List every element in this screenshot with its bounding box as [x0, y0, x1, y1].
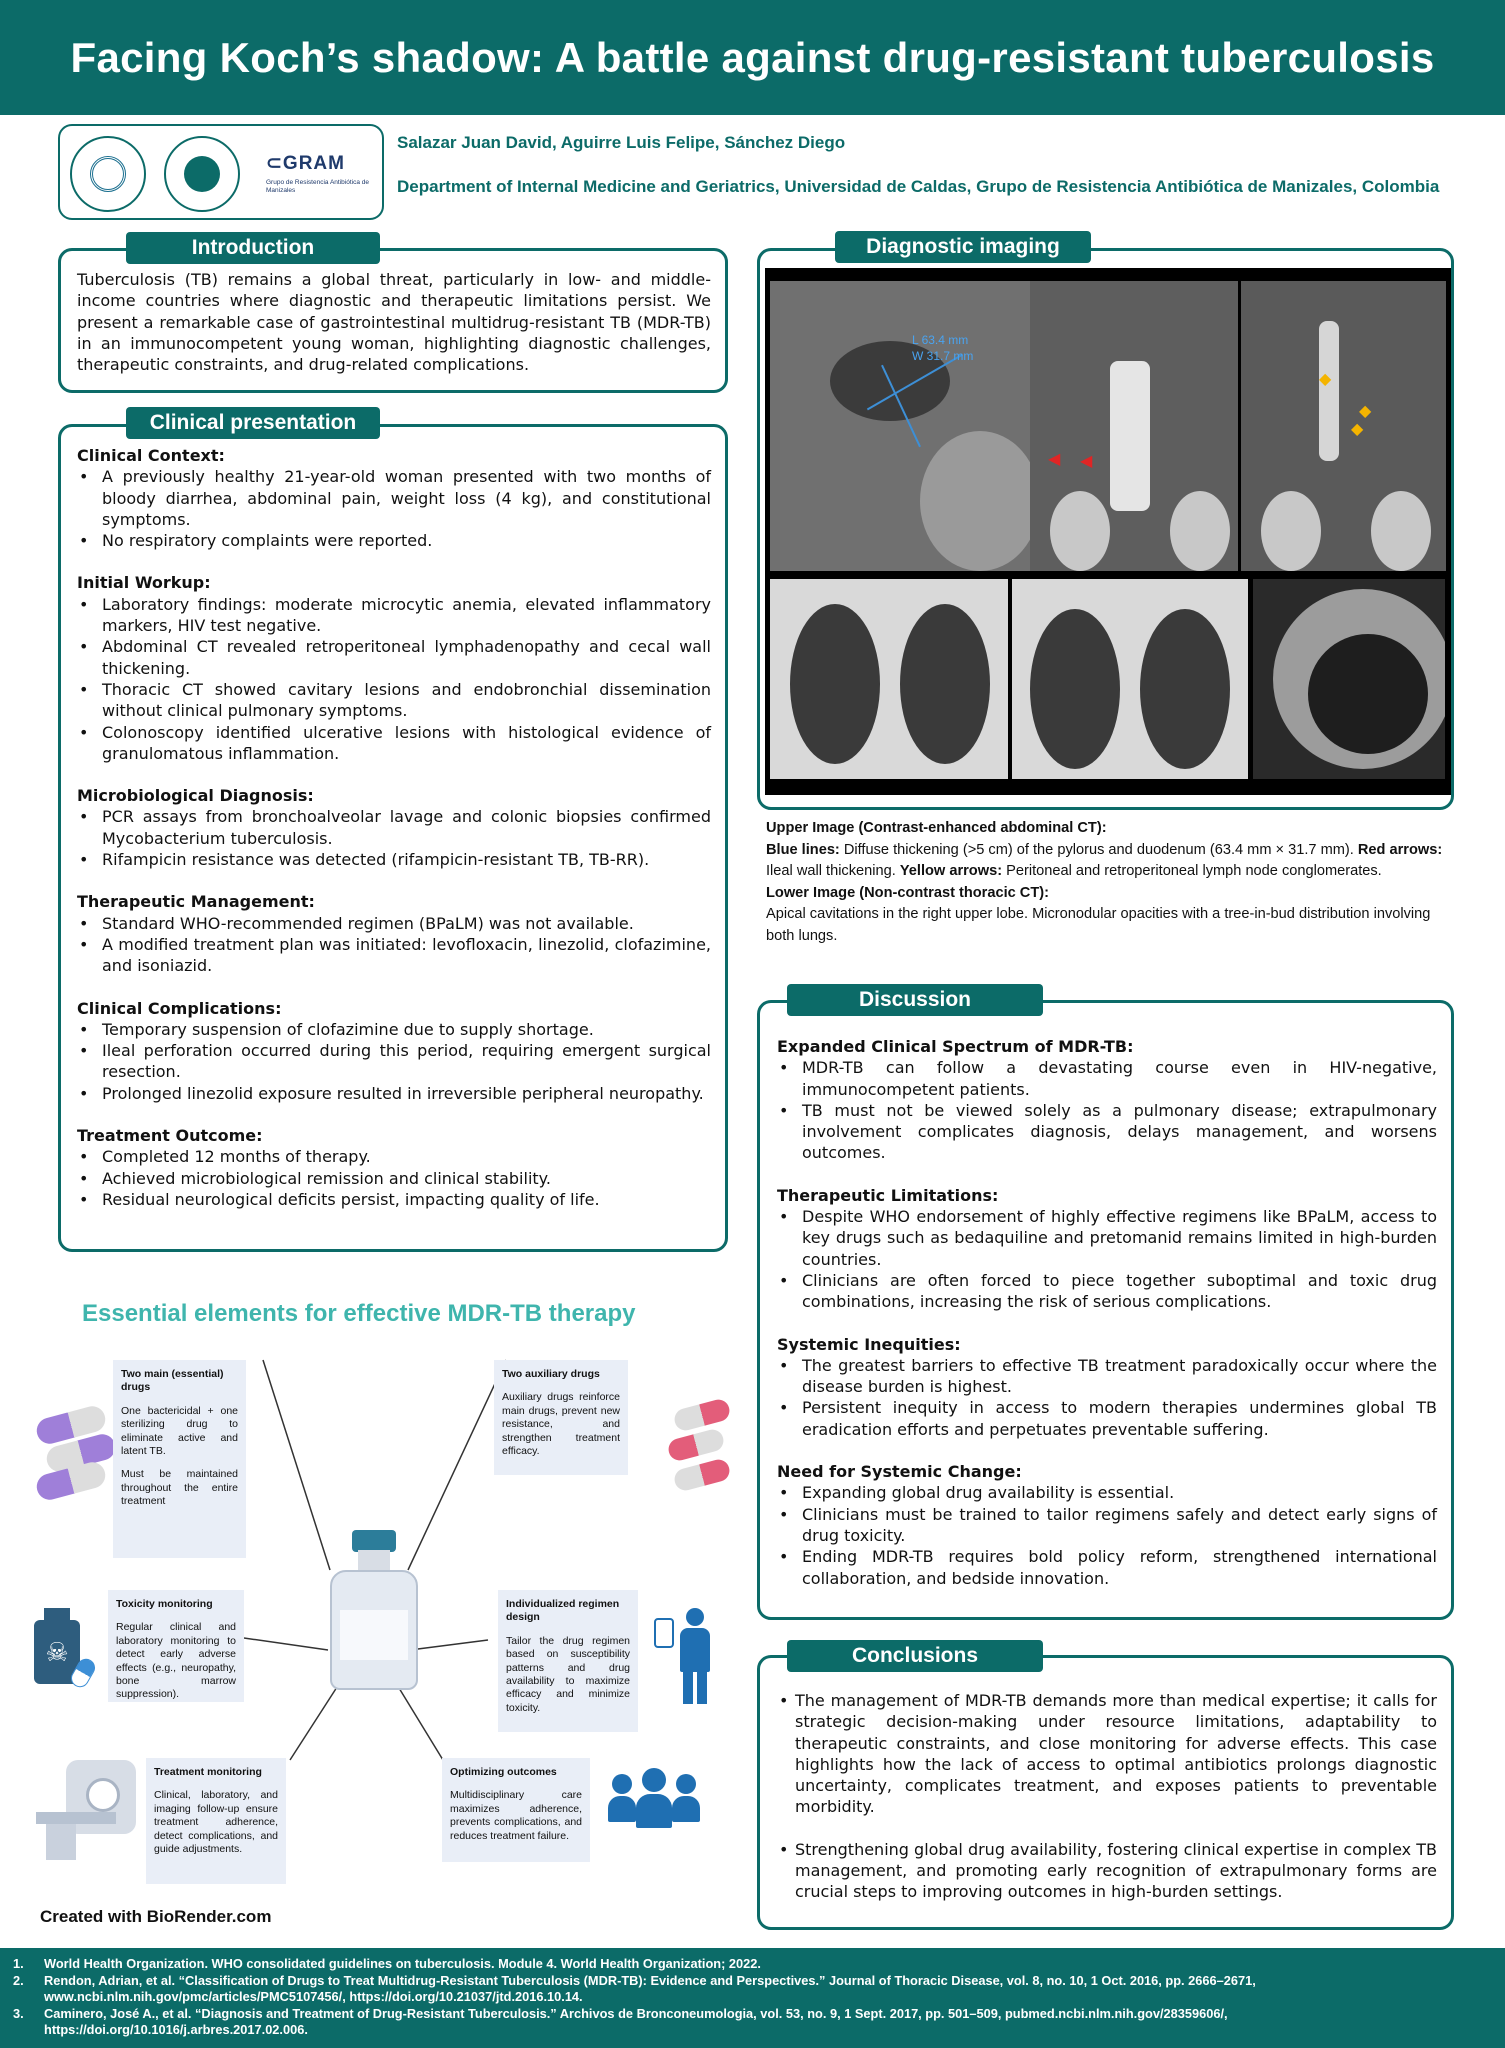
- discussion-section-title: Systemic Inequities:: [777, 1334, 961, 1354]
- measure-length-label: L 63.4 mm: [912, 333, 969, 347]
- caption-yellow-label: Yellow arrows:: [899, 863, 1003, 879]
- discussion-bullet-list: [777, 1355, 1437, 1440]
- clinical-presentation-heading: Clinical presentation: [126, 407, 380, 439]
- discussion-content: [777, 1036, 1437, 1589]
- list-item: • Temporary suspension of clofazimine due to supply shortage.: [77, 1019, 711, 1040]
- list-item: • Clinicians must be trained to tailor regimens safely and detect early signs of drug toxicity.: [777, 1504, 1437, 1547]
- imaging-caption: [766, 818, 1456, 947]
- clinical-bullet-list: [77, 594, 711, 764]
- abdominal-ct-coronal-1: [1030, 281, 1238, 571]
- clinical-bullet-list: [77, 1146, 711, 1210]
- list-item: • Prolonged linezolid exposure resulted in irreversible peripheral neuropathy.: [77, 1083, 711, 1104]
- reference-item: [0, 1956, 1400, 1973]
- authors: Salazar Juan David, Aguirre Luis Felipe, Sánchez Diego: [397, 133, 846, 152]
- list-item: • Abdominal CT revealed retroperitoneal lymphadenopathy and cecal wall thickening.: [77, 636, 711, 679]
- red-arrow-icon: ◀: [1048, 451, 1061, 468]
- list-item: • Expanding global drug availability is essential.: [777, 1482, 1437, 1503]
- list-item: • PCR assays from bronchoalveolar lavage and colonic biopsies confirmed Mycobacterium tuberculosis.: [77, 806, 711, 849]
- clinical-section-title: Therapeutic Management:: [77, 892, 315, 912]
- list-item: • No respiratory complaints were reported.: [77, 530, 711, 551]
- clinical-section-title: Initial Workup:: [77, 573, 211, 593]
- affiliation: Department of Internal Medicine and Geriatrics, Universidad de Caldas, Grupo de Resistencia Antibiótica de Manizales, Colombia: [397, 177, 1440, 196]
- therapy-infographic: [28, 1290, 728, 1930]
- reference-text: Caminero, José A., et al. “Diagnosis and Treatment of Drug-Resistant Tuberculosis.” Archivos de Bronconeumologia, vol. 53, no. 9, 1 Sept. 2017, pp. 501–509, pubmed.ncbi.nlm.nih.gov/28359606/, https://doi.org/10.1016/j.arbres.2017.02.006.: [44, 2005, 1228, 2037]
- infographic-title: Essential elements for effective MDR-TB therapy: [82, 1300, 636, 1327]
- discussion-section-title: Expanded Clinical Spectrum of MDR-TB:: [777, 1037, 1134, 1056]
- infographic-card-optimizing-outcomes: Optimizing outcomes Multidisciplinary care maximizes adherence, prevents complications, and reduces treatment failure.: [442, 1758, 590, 1862]
- discussion-box: [757, 1000, 1454, 1620]
- conclusions-bullet-list: [777, 1690, 1437, 1903]
- list-item: • Ending MDR-TB requires bold policy reform, strengthened international collaboration, and bedside innovation.: [777, 1546, 1437, 1589]
- clinical-presentation-box: [58, 424, 728, 1252]
- title-banner: [0, 0, 1505, 115]
- discussion-bullet-list: [777, 1057, 1437, 1163]
- yellow-arrow-icon: ◆: [1359, 403, 1372, 420]
- caption-red-label: Red arrows:: [1357, 841, 1443, 858]
- measure-width-label: W 31.7 mm: [912, 349, 974, 363]
- caption-blue-text: Diffuse thickening (>5 cm) of the pylorus and duodenum (63.4 mm × 31.7 mm).: [843, 841, 1354, 858]
- list-item: • A previously healthy 21-year-old woman presented with two months of bloody diarrhea, abdominal pain, weight loss (4 kg), and constitutional symptoms.: [77, 466, 711, 530]
- list-item: • Strengthening global drug availability, fostering clinical expertise in complex TB management, and promoting early recognition of extrapulmonary forms are crucial steps to improving outcomes in high-burden settings.: [777, 1839, 1437, 1903]
- clinical-bullet-list: [77, 466, 711, 551]
- gram-logo: ⊂GRAM Grupo de Resistencia Antibiótica de Manizales: [266, 152, 378, 202]
- reference-text: Rendon, Adrian, et al. “Classification of Drugs to Treat Multidrug-Resistant Tuberculosis (MDR-TB): Evidence and Perspectives.” Journal of Thoracic Disease, vol. 8, no. 10, 1 Oct. 2016, pp. 2666–2671, www.ncbi.nlm.nih.gov/pmc/articles/PMC5107456/, https://doi.org/10.21037/jtd.2016.10.14.: [44, 1972, 1256, 2004]
- gram-logo-subtitle: Grupo de Resistencia Antibiótica de Manizales: [266, 179, 369, 194]
- introduction-text: Tuberculosis (TB) remains a global threat, particularly in low- and middle-income countries where diagnostic and therapeutic limitations persist. We present a remarkable case of gastrointestinal multidrug-resistant TB (MDR-TB) in an immunocompetent young woman, highlighting diagnostic challenges, therapeutic constraints, and drug-related complications.: [77, 270, 711, 375]
- medicine-vial-icon: [324, 1530, 424, 1695]
- logo-box: [58, 124, 384, 220]
- list-item: • Rifampicin resistance was detected (rifampicin-resistant TB, TB-RR).: [77, 849, 711, 870]
- list-item: • Despite WHO endorsement of highly effective regimens like BPaLM, access to key drugs such as bedaquiline and pretomanid remains limited in high-burden countries.: [777, 1206, 1437, 1270]
- list-item: • Laboratory findings: moderate microcytic anemia, elevated inflammatory markers, HIV test negative.: [77, 594, 711, 637]
- biorender-credit: Created with BioRender.com: [40, 1907, 272, 1926]
- introduction-box: [58, 248, 728, 393]
- ct-image-panel: [765, 268, 1451, 795]
- purple-capsules-icon: [36, 1410, 121, 1500]
- reference-text: World Health Organization. WHO consolidated guidelines on tuberculosis. Module 4. World Health Organization; 2022.: [44, 1956, 761, 1971]
- thoracic-ct-coronal-2: [1012, 579, 1248, 779]
- clinical-section-title: Clinical Complications:: [77, 998, 282, 1018]
- discussion-heading: Discussion: [787, 984, 1043, 1016]
- caption-yellow-text: Peritoneal and retroperitoneal lymph node conglomerates.: [1006, 863, 1382, 879]
- clinical-bullet-list: [77, 806, 711, 870]
- caption-lower-title: Lower Image (Non-contrast thoracic CT):: [766, 884, 1049, 901]
- poison-bottle-icon: ☠: [34, 1608, 98, 1688]
- care-team-icon: [608, 1768, 700, 1832]
- patient-iv-icon: [654, 1608, 714, 1708]
- thoracic-ct-axial: [1253, 579, 1445, 779]
- list-item: • TB must not be viewed solely as a pulmonary disease; extrapulmonary involvement complicates diagnosis, delays management, and worsens outcomes.: [777, 1100, 1437, 1164]
- red-arrow-icon: ◀: [1080, 453, 1093, 470]
- list-item: • Thoracic CT showed cavitary lesions and endobronchial dissemination without clinical pulmonary symptoms.: [77, 679, 711, 722]
- infographic-card-treatment-monitoring: Treatment monitoring Clinical, laboratory, and imaging follow-up ensure treatment adherence, detect complications, and guide adjustments.: [146, 1758, 286, 1884]
- discussion-section-title: Therapeutic Limitations:: [777, 1185, 999, 1205]
- list-item: • Completed 12 months of therapy.: [77, 1146, 711, 1167]
- abdominal-ct-coronal-2: [1241, 281, 1446, 571]
- infographic-card-auxiliary-drugs: Two auxiliary drugs Auxiliary drugs reinforce main drugs, prevent new resistance, and strengthen treatment efficacy.: [494, 1360, 628, 1475]
- reference-number: 1.: [13, 1956, 24, 1971]
- abdominal-ct-zoom: [770, 281, 1034, 571]
- internal-medicine-logo: [164, 136, 240, 212]
- reference-item: [0, 2006, 1400, 2039]
- infographic-card-main-drugs: Two main (essential) drugs One bactericidal + one sterilizing drug to eliminate active and latent TB. Must be maintained throughout the entire treatment: [113, 1360, 246, 1558]
- clinical-section-title: Clinical Context:: [77, 446, 225, 465]
- introduction-heading: Introduction: [126, 232, 380, 264]
- clinical-content: [77, 445, 711, 1210]
- references-footer: [0, 1948, 1505, 2048]
- list-item: • Colonoscopy identified ulcerative lesions with histological evidence of granulomatous inflammation.: [77, 722, 711, 765]
- list-item: • MDR-TB can follow a devastating course even in HIV-negative, immunocompetent patients.: [777, 1057, 1437, 1100]
- gram-logo-word: GRAM: [282, 153, 345, 174]
- list-item: • Clinicians are often forced to piece together suboptimal and toxic drug combinations, increasing the risk of serious complications.: [777, 1270, 1437, 1313]
- reference-item: [0, 1973, 1400, 2006]
- yellow-arrow-icon: ◆: [1351, 421, 1364, 438]
- reference-number: 3.: [13, 2005, 24, 2021]
- discussion-section-title: Need for Systemic Change:: [777, 1462, 1022, 1482]
- list-item: • A modified treatment plan was initiated: levofloxacin, linezolid, clofazimine, and isoniazid.: [77, 934, 711, 977]
- pink-capsules-icon: [674, 1398, 734, 1498]
- caption-lower-text: Apical cavitations in the right upper lobe. Micronodular opacities with a tree-in-bud distribution involving both lungs.: [766, 906, 1431, 944]
- thoracic-ct-coronal-1: [770, 579, 1008, 779]
- conclusions-content: [777, 1690, 1437, 1903]
- conclusions-box: [757, 1655, 1454, 1930]
- poster-title: Facing Koch’s shadow: A battle against drug-resistant tuberculosis: [70, 34, 1435, 81]
- clinical-bullet-list: [77, 1019, 711, 1104]
- yellow-arrow-icon: ◆: [1319, 371, 1332, 388]
- discussion-bullet-list: [777, 1482, 1437, 1588]
- ct-scanner-icon: [36, 1760, 136, 1860]
- list-item: • The greatest barriers to effective TB treatment paradoxically occur where the disease burden is highest.: [777, 1355, 1437, 1398]
- discussion-bullet-list: [777, 1206, 1437, 1312]
- university-emblem-icon: [90, 156, 126, 192]
- list-item: • Achieved microbiological remission and clinical stability.: [77, 1168, 711, 1189]
- conclusions-heading: Conclusions: [787, 1640, 1043, 1672]
- caption-red-text: Ileal wall thickening.: [766, 863, 896, 879]
- list-item: • Persistent inequity in access to modern therapies undermines global TB eradication efforts and perpetuates preventable suffering.: [777, 1397, 1437, 1440]
- clinical-bullet-list: [77, 913, 711, 977]
- list-item: • Ileal perforation occurred during this period, requiring emergent surgical resection.: [77, 1040, 711, 1083]
- list-item: • Standard WHO-recommended regimen (BPaLM) was not available.: [77, 913, 711, 934]
- infographic-card-toxicity-monitoring: Toxicity monitoring Regular clinical and laboratory monitoring to detect early adverse effects (e.g., neuropathy, bone marrow suppression).: [108, 1590, 244, 1702]
- clinical-section-title: Treatment Outcome:: [77, 1126, 263, 1146]
- caption-blue-label: Blue lines:: [766, 841, 840, 858]
- reference-number: 2.: [13, 1972, 24, 1988]
- university-logo: [70, 136, 146, 212]
- list-item: • Residual neurological deficits persist, impacting quality of life.: [77, 1189, 711, 1210]
- caption-upper-title: Upper Image (Contrast-enhanced abdominal CT):: [766, 820, 1107, 836]
- diagnostic-imaging-heading: Diagnostic imaging: [835, 231, 1091, 263]
- infographic-card-individualized-regimen: Individualized regimen design Tailor the drug regimen based on susceptibility patterns and drug availability to maximize efficacy and minimize toxicity.: [498, 1590, 638, 1732]
- clinical-section-title: Microbiological Diagnosis:: [77, 786, 314, 806]
- tree-emblem-icon: [184, 156, 220, 192]
- list-item: • The management of MDR-TB demands more than medical expertise; it calls for strategic decision-making under resource limitations, adaptability to therapeutic constraints, and close monitoring for adverse effects. This case highlights how the lack of access to optimal antibiotics prolongs diagnostic uncertainty, complicates treatment, and exposes patients to preventable morbidity.: [777, 1690, 1437, 1818]
